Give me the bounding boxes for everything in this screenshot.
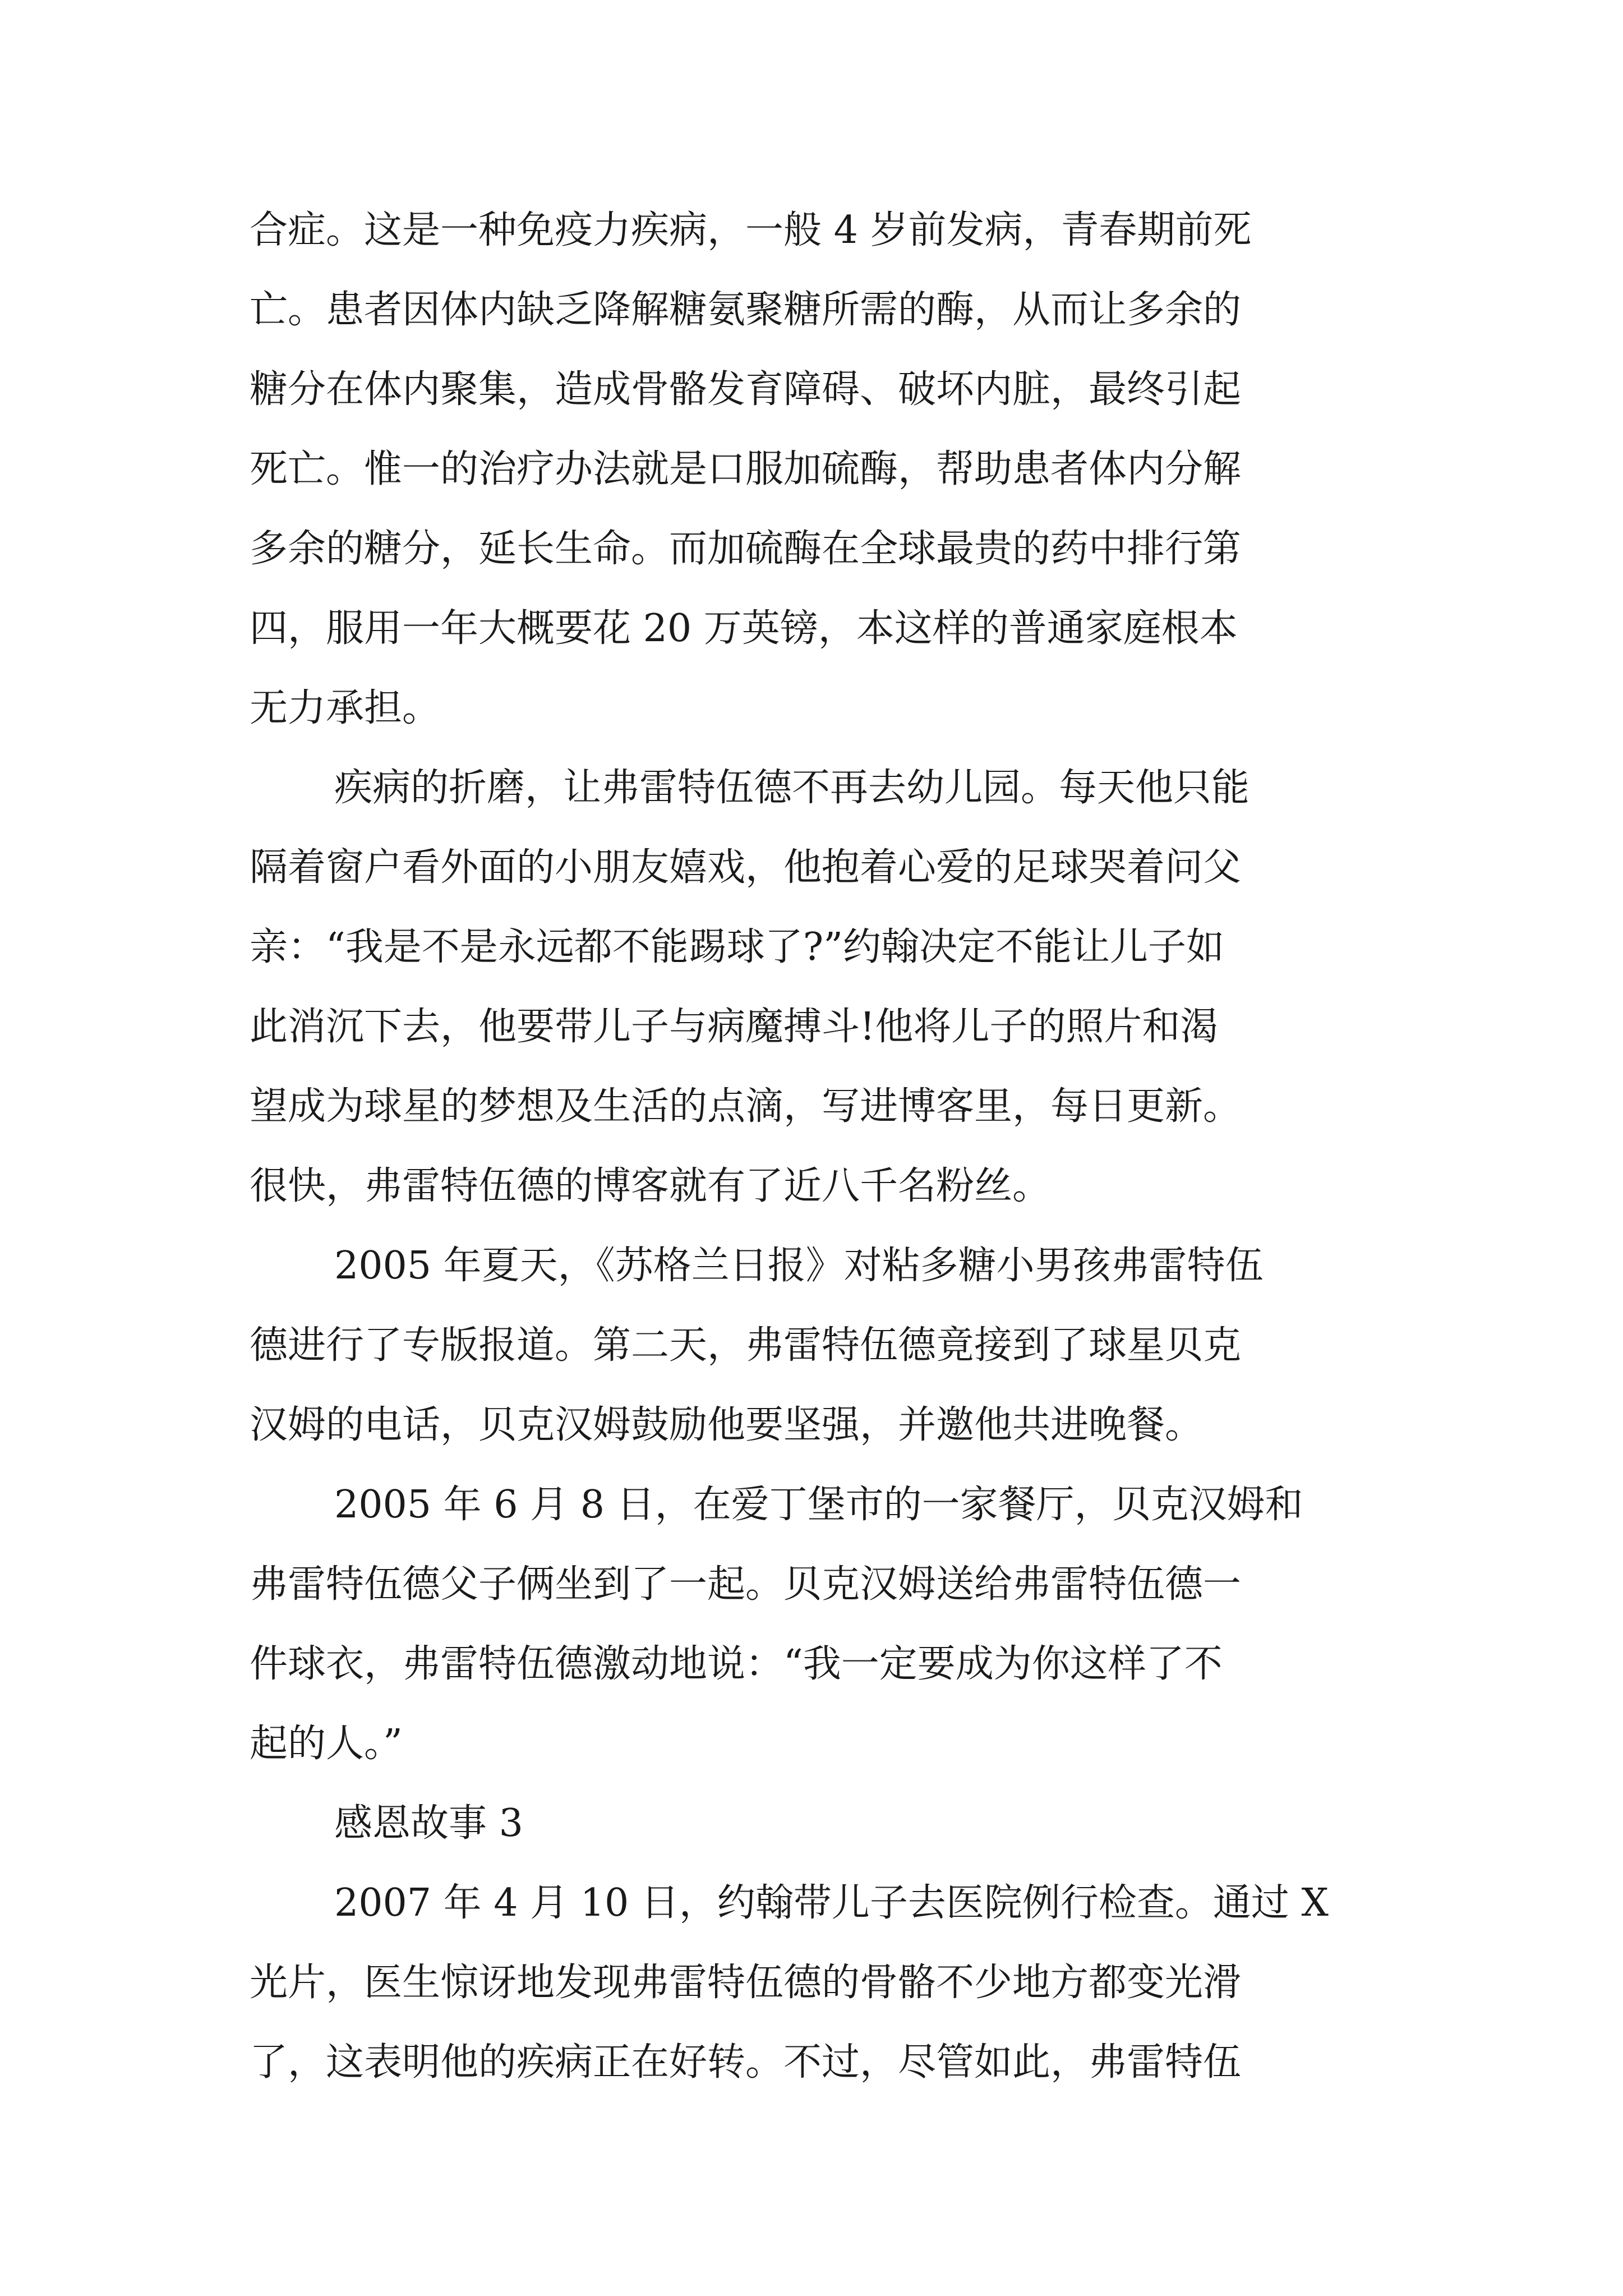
- text-line: 糖分在体内聚集，造成骨骼发育障碍、破坏内脏，最终引起: [250, 367, 1242, 412]
- text-line: 光片，医生惊讶地发现弗雷特伍德的骨骼不少地方都变光滑: [250, 1961, 1242, 2005]
- text-line: 德进行了专版报道。第二天，弗雷特伍德竟接到了球星贝克: [250, 1323, 1242, 1368]
- text-line: 汉姆的电话，贝克汉姆鼓励他要坚强，并邀他共进晚餐。: [250, 1403, 1204, 1447]
- text-line: 望成为球星的梦想及生活的点滴，写进博客里，每日更新。: [250, 1084, 1242, 1129]
- text-line: 2007 年 4 月 10 日，约翰带儿子去医院例行检查。通过 X: [334, 1881, 1329, 1925]
- text-line: 无力承担。: [250, 686, 441, 730]
- text-line: 多余的糖分，延长生命。而加硫酶在全球最贵的药中排行第: [250, 527, 1242, 571]
- text-line: 死亡。惟一的治疗办法就是口服加硫酶，帮助患者体内分解: [250, 447, 1242, 491]
- text-line: 合症。这是一种免疫力疾病，一般 4 岁前发病，青春期前死: [250, 208, 1252, 252]
- text-line: 很快，弗雷特伍德的博客就有了近八千名粉丝。: [250, 1164, 1051, 1208]
- text-line: 此消沉下去，他要带儿子与病魔搏斗!他将儿子的照片和渴: [250, 1005, 1219, 1049]
- text-line: 四，服用一年大概要花 20 万英镑，本这样的普通家庭根本: [250, 606, 1238, 651]
- text-line: 弗雷特伍德父子俩坐到了一起。贝克汉姆送给弗雷特伍德一: [250, 1562, 1242, 1607]
- text-line: 疾病的折磨，让弗雷特伍德不再去幼儿园。每天他只能: [334, 766, 1250, 810]
- text-line: 隔着窗户看外面的小朋友嬉戏，他抱着心爱的足球哭着问父: [250, 845, 1242, 890]
- text-line: 件球衣，弗雷特伍德激动地说：“我一定要成为你这样了不: [250, 1642, 1223, 1686]
- text-line: 亡。患者因体内缺乏降解糖氨聚糖所需的酶，从而让多余的: [250, 288, 1242, 332]
- text-line: 2005 年夏天，《苏格兰日报》对粘多糖小男孩弗雷特伍: [334, 1244, 1264, 1288]
- text-line: 2005 年 6 月 8 日，在爱丁堡市的一家餐厅，贝克汉姆和: [334, 1483, 1303, 1527]
- text-line: 了，这表明他的疾病正在好转。不过，尽管如此，弗雷特伍: [250, 2040, 1242, 2085]
- text-line: 起的人。”: [250, 1722, 403, 1766]
- text-line: 亲：“我是不是永远都不能踢球了?”约翰决定不能让儿子如: [250, 925, 1224, 969]
- section-heading: 感恩故事 3: [334, 1801, 523, 1846]
